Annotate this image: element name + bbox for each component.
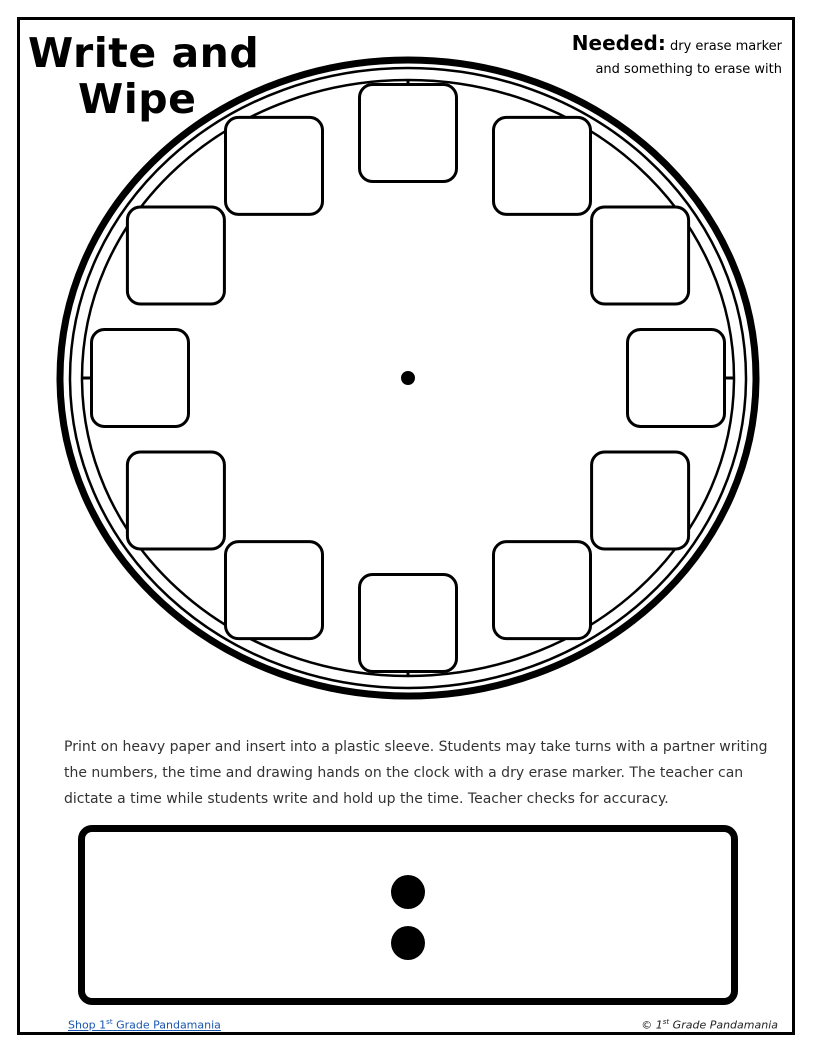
copyright	[641, 1018, 778, 1032]
clock-center-dot	[401, 371, 415, 385]
clock-number-box[interactable]	[628, 330, 725, 427]
title-line-2: Wipe	[78, 75, 197, 123]
needed-item-1: dry erase marker	[669, 39, 782, 54]
clock-number-box[interactable]	[226, 542, 323, 639]
instructions-text: Print on heavy paper and insert into a plastic sleeve. Students may take turns with a partner writing the numbers, the time and drawing hands on the clock with a dry erase marker. The teacher can dictate a time while students write and hold up the time. Teacher checks for accuracy.	[64, 739, 768, 807]
clock-number-box[interactable]	[127, 207, 224, 304]
needed-label: Needed:	[571, 31, 666, 55]
copyright-prefix: © 1	[641, 1018, 663, 1032]
clock-number-box[interactable]	[360, 575, 457, 672]
shop-link-prefix: Shop 1	[68, 1018, 107, 1032]
shop-link[interactable]	[68, 1018, 221, 1032]
digital-time-box[interactable]	[78, 825, 738, 1005]
copyright-sup: st	[662, 1018, 670, 1026]
colon-top-dot	[391, 875, 425, 909]
colon-bottom-dot	[391, 926, 425, 960]
needed-item-2: and something to erase with	[595, 62, 782, 77]
clock-number-box[interactable]	[592, 452, 689, 549]
clock-drawing	[60, 60, 756, 696]
clock-number-box[interactable]	[92, 330, 189, 427]
shop-link-suffix: Grade Pandamania	[112, 1018, 221, 1032]
clock-number-box[interactable]	[592, 207, 689, 304]
clock-number-box[interactable]	[226, 117, 323, 214]
clock-number-box[interactable]	[127, 452, 224, 549]
clock-number-box[interactable]	[494, 542, 591, 639]
copyright-suffix: Grade Pandamania	[669, 1018, 778, 1032]
shop-link-sup: st	[106, 1018, 113, 1026]
title-line-1: Write and	[28, 29, 260, 77]
clock-number-box[interactable]	[360, 85, 457, 182]
clock-number-box[interactable]	[494, 117, 591, 214]
clock-face	[50, 55, 766, 727]
